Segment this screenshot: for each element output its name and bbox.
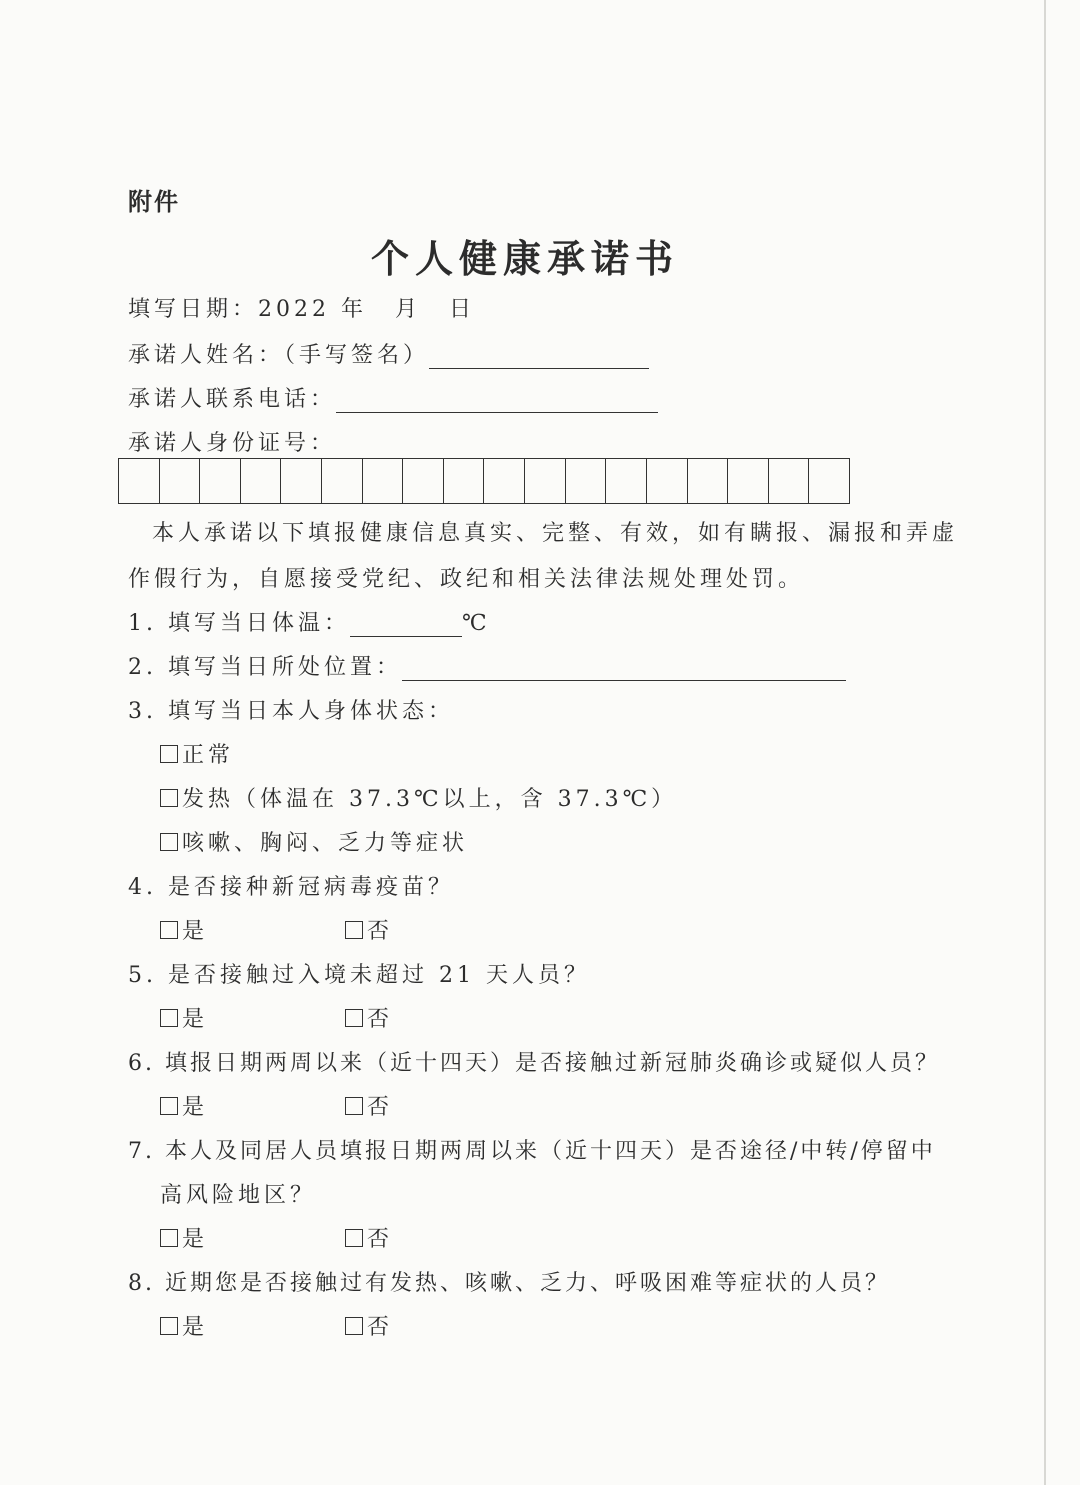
q2-label: 2. 填写当日所处位置： <box>128 655 402 680</box>
q8-label: 8. 近期您是否接触过有发热、咳嗽、乏力、呼吸困难等症状的人员？ <box>128 1271 890 1296</box>
pledge-line-2: 作假行为，自愿接受党纪、政纪和相关法律法规处理处罚。 <box>128 567 805 592</box>
q3-option-label: 发热（体温在 37.3℃以上，含 37.3℃） <box>182 787 678 812</box>
checkbox[interactable] <box>345 1097 363 1115</box>
signer-name-label: 承诺人姓名：（手写签名） <box>128 343 430 368</box>
q6-label: 6. 填报日期两周以来（近十四天）是否接触过新冠肺炎确诊或疑似人员？ <box>128 1051 940 1076</box>
fill-date-year: 2022 <box>258 297 331 322</box>
no-label: 否 <box>367 1315 394 1340</box>
q4-label: 4. 是否接种新冠病毒疫苗？ <box>128 875 454 900</box>
checkbox[interactable] <box>345 1229 363 1247</box>
yes-label: 是 <box>182 1007 209 1032</box>
yes-label: 是 <box>182 919 209 944</box>
location-field[interactable] <box>402 658 846 681</box>
phone-label: 承诺人联系电话： <box>128 387 337 412</box>
q6-no-option[interactable] <box>345 1090 393 1121</box>
q7-yes-option[interactable] <box>160 1222 208 1253</box>
id-digit-cell[interactable] <box>728 459 769 503</box>
question-1 <box>128 606 491 637</box>
fill-date-month-unit: 月 <box>395 297 422 322</box>
checkbox[interactable] <box>160 1317 178 1335</box>
q7-no-option[interactable] <box>345 1222 393 1253</box>
q8-no-option[interactable] <box>345 1310 393 1341</box>
id-number-grid <box>118 458 850 504</box>
id-digit-cell[interactable] <box>769 459 810 503</box>
yes-label: 是 <box>182 1315 209 1340</box>
id-digit-cell[interactable] <box>647 459 688 503</box>
id-digit-cell[interactable] <box>241 459 282 503</box>
q3-option-normal[interactable] <box>160 738 234 769</box>
q7-label-line-1: 7. 本人及同居人员填报日期两周以来（近十四天）是否途径/中转/停留中 <box>128 1139 936 1164</box>
checkbox[interactable] <box>160 1009 178 1027</box>
checkbox[interactable] <box>160 1229 178 1247</box>
id-digit-cell[interactable] <box>809 459 849 503</box>
question-2 <box>128 650 846 681</box>
id-digit-cell[interactable] <box>119 459 160 503</box>
q3-option-fever[interactable] <box>160 782 677 813</box>
q1-label: 1. 填写当日体温： <box>128 611 350 636</box>
id-digit-cell[interactable] <box>525 459 566 503</box>
temperature-field[interactable] <box>350 614 462 637</box>
checkbox[interactable] <box>345 921 363 939</box>
id-digit-cell[interactable] <box>484 459 525 503</box>
id-digit-cell[interactable] <box>566 459 607 503</box>
id-digit-cell[interactable] <box>281 459 322 503</box>
fill-date-label: 填写日期： <box>128 297 259 322</box>
no-label: 否 <box>367 1095 394 1120</box>
id-digit-cell[interactable] <box>403 459 444 503</box>
phone-field[interactable] <box>336 390 658 413</box>
fill-date-row <box>128 292 475 323</box>
q5-no-option[interactable] <box>345 1002 393 1033</box>
id-digit-cell[interactable] <box>322 459 363 503</box>
q3-option-label: 正常 <box>182 743 235 768</box>
q3-option-label: 咳嗽、胸闷、乏力等症状 <box>182 831 469 856</box>
signer-name-field[interactable] <box>429 346 649 369</box>
q1-unit: ℃ <box>461 611 491 636</box>
q5-label: 5. 是否接触过入境未超过 21 天人员？ <box>128 963 590 988</box>
id-label: 承诺人身份证号： <box>128 431 337 456</box>
page-edge <box>1044 0 1046 1485</box>
q4-no-option[interactable] <box>345 914 393 945</box>
id-digit-cell[interactable] <box>200 459 241 503</box>
no-label: 否 <box>367 919 394 944</box>
q3-label: 3. 填写当日本人身体状态： <box>128 699 454 724</box>
signer-name-row <box>128 338 649 369</box>
checkbox[interactable] <box>345 1009 363 1027</box>
checkbox[interactable] <box>160 833 178 851</box>
phone-row <box>128 382 658 413</box>
pledge-line-1: 本人承诺以下填报健康信息真实、完整、有效，如有瞒报、漏报和弄虚 <box>152 521 959 546</box>
attachment-label: 附件 <box>128 188 180 216</box>
yes-label: 是 <box>182 1227 209 1252</box>
q7-label-line-2: 高风险地区？ <box>160 1183 317 1208</box>
q6-yes-option[interactable] <box>160 1090 208 1121</box>
checkbox[interactable] <box>160 789 178 807</box>
checkbox[interactable] <box>160 745 178 763</box>
no-label: 否 <box>367 1007 394 1032</box>
q3-option-symptoms[interactable] <box>160 826 468 857</box>
document-title: 个人健康承诺书 <box>370 236 679 281</box>
id-digit-cell[interactable] <box>688 459 729 503</box>
checkbox[interactable] <box>160 1097 178 1115</box>
id-digit-cell[interactable] <box>444 459 485 503</box>
id-digit-cell[interactable] <box>160 459 201 503</box>
q4-yes-option[interactable] <box>160 914 208 945</box>
id-digit-cell[interactable] <box>606 459 647 503</box>
checkbox[interactable] <box>160 921 178 939</box>
id-digit-cell[interactable] <box>363 459 404 503</box>
yes-label: 是 <box>182 1095 209 1120</box>
no-label: 否 <box>367 1227 394 1252</box>
fill-date-day-unit: 日 <box>449 297 476 322</box>
fill-date-year-unit: 年 <box>341 297 368 322</box>
q8-yes-option[interactable] <box>160 1310 208 1341</box>
checkbox[interactable] <box>345 1317 363 1335</box>
q5-yes-option[interactable] <box>160 1002 208 1033</box>
